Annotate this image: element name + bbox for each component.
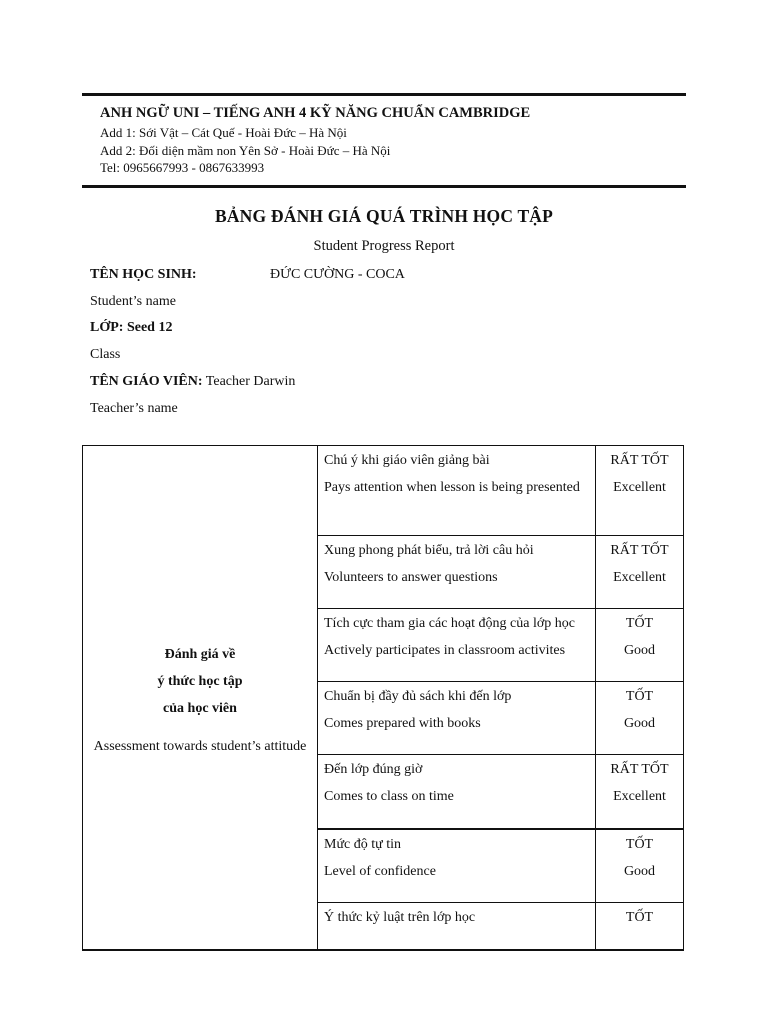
rating-cell <box>596 682 684 755</box>
student-name-row <box>90 266 405 284</box>
criterion-en: Level of confidence <box>324 864 436 879</box>
rating-en: Good <box>623 643 656 658</box>
address-2: Add 2: Đối diện mầm non Yên Sở - Hoài Đức – Hà Nội <box>100 142 391 158</box>
rating-en: Excellent <box>613 789 666 804</box>
criterion-cell <box>318 536 596 609</box>
teacher-row <box>90 373 295 391</box>
table-row <box>83 446 684 536</box>
rating-vi: TỐT <box>625 616 654 631</box>
criterion-en: Volunteers to answer questions <box>324 570 498 585</box>
student-name-label-en: Student’s name <box>90 294 176 309</box>
header-top-rule <box>82 93 686 96</box>
criterion-cell <box>318 903 596 951</box>
criterion-vi: Đến lớp đúng giờ <box>324 762 423 777</box>
school-name: ANH NGỮ UNI – TIẾNG ANH 4 KỸ NĂNG CHUẨN CAMBRIDGE <box>100 105 531 121</box>
rating-cell <box>596 829 684 903</box>
category-en: Assessment towards student’s attitude <box>93 738 307 754</box>
category-vi-line-3: của học viên <box>163 700 237 716</box>
rating-en: Good <box>623 864 656 879</box>
student-name-label: TÊN HỌC SINH: <box>90 267 197 282</box>
report-subtitle: Student Progress Report <box>313 238 455 254</box>
telephone: Tel: 0965667993 - 0867633993 <box>100 160 265 175</box>
criterion-vi: Chú ý khi giáo viên giảng bài <box>324 453 490 468</box>
criterion-cell <box>318 682 596 755</box>
rating-vi: RẤT TỐT <box>610 543 669 558</box>
class-label: LỚP: Seed 12 <box>90 320 173 335</box>
criterion-en: Comes to class on time <box>324 789 454 804</box>
criterion-vi: Ý thức kỷ luật trên lớp học <box>324 910 476 925</box>
report-title: BẢNG ĐÁNH GIÁ QUÁ TRÌNH HỌC TẬP <box>214 206 554 226</box>
criterion-cell <box>318 829 596 903</box>
rating-cell <box>596 755 684 830</box>
rating-en: Good <box>623 716 656 731</box>
teacher-label: TÊN GIÁO VIÊN: <box>90 374 203 389</box>
rating-vi: TỐT <box>625 910 654 925</box>
assessment-category-cell <box>83 446 318 951</box>
teacher-label-en: Teacher’s name <box>90 401 178 416</box>
rating-en: Excellent <box>613 570 666 585</box>
criterion-en: Comes prepared with books <box>324 716 481 731</box>
category-vi-line-1: Đánh giá về <box>164 646 236 662</box>
header-bottom-rule <box>82 185 686 188</box>
class-label-en: Class <box>90 347 121 362</box>
school-header <box>100 104 680 177</box>
criterion-cell <box>318 609 596 682</box>
rating-cell <box>596 903 684 951</box>
rating-cell <box>596 446 684 536</box>
criterion-vi: Mức độ tự tin <box>324 837 402 852</box>
criterion-cell <box>318 446 596 536</box>
category-vi-line-2: ý thức học tập <box>157 673 243 689</box>
assessment-table <box>82 445 684 951</box>
rating-cell <box>596 536 684 609</box>
rating-vi: TỐT <box>625 689 654 704</box>
rating-vi: RẤT TỐT <box>610 453 669 468</box>
rating-en: Excellent <box>613 480 666 495</box>
criterion-cell <box>318 755 596 830</box>
criterion-vi: Chuẩn bị đầy đủ sách khi đến lớp <box>324 689 512 704</box>
criterion-vi: Xung phong phát biểu, trả lời câu hỏi <box>324 543 534 558</box>
rating-vi: RẤT TỐT <box>610 762 669 777</box>
rating-cell <box>596 609 684 682</box>
address-1: Add 1: Sới Vật – Cát Quế - Hoài Đức – Hà Nội <box>100 125 347 140</box>
rating-vi: TỐT <box>625 837 654 852</box>
class-row <box>90 319 172 337</box>
criterion-en: Actively participates in classroom activites <box>324 643 566 658</box>
teacher-name-value: Teacher Darwin <box>202 374 296 389</box>
criterion-en: Pays attention when lesson is being presented <box>324 480 580 495</box>
student-name-value: ĐỨC CƯỜNG - COCA <box>270 267 405 282</box>
criterion-vi: Tích cực tham gia các hoạt động của lớp học <box>324 616 575 631</box>
